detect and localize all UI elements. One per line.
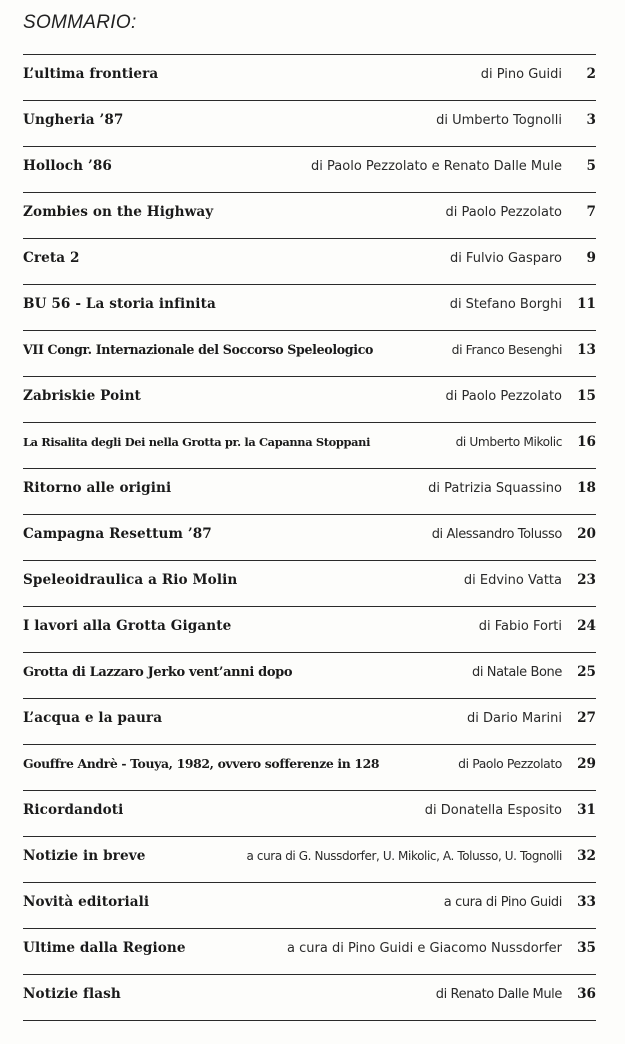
entry-title: BU 56 - La storia infinita [23,296,216,312]
toc-entry [23,526,596,550]
divider [23,514,596,515]
entry-author: di Umberto Tognolli [436,113,562,128]
toc-entry [23,204,596,228]
toc-entry [23,112,596,136]
entry-title: Ultime dalla Regione [23,940,186,956]
entry-page-number: 35 [577,940,596,956]
entry-title: Ritorno alle origini [23,480,172,496]
entry-page-number: 23 [577,572,596,588]
entry-author: di Fabio Forti [478,619,562,634]
entry-title: Holloch ’86 [23,158,112,174]
toc-entry [23,342,596,366]
entry-page-number: 36 [577,986,596,1002]
entry-author: di Stefano Borghi [449,297,562,312]
entry-page-number: 27 [577,710,596,726]
divider [23,146,596,147]
toc-entry [23,802,596,826]
entry-title: Ricordandoti [23,802,124,818]
divider [23,468,596,469]
entry-page-number: 9 [586,250,596,266]
entry-title: Zabriskie Point [23,388,141,404]
divider [23,790,596,791]
entry-author: di Franco Besenghi [451,342,562,357]
toc-entry [23,986,596,1010]
entry-page-number: 3 [586,112,596,128]
entry-title: Notizie in breve [23,848,146,864]
toc-entry [23,894,596,918]
entry-title: Novità editoriali [23,894,150,910]
toc-entry [23,618,596,642]
entry-page-number: 29 [577,756,596,772]
entry-title: Ungheria ’87 [23,112,124,128]
entry-title: Creta 2 [23,250,80,266]
toc-entry [23,940,596,964]
entry-page-number: 18 [577,480,596,496]
entry-author: di Patrizia Squassino [428,481,562,496]
entry-author: di Edvino Vatta [463,573,562,588]
entry-title: Notizie flash [23,986,121,1002]
entry-author: di Natale Bone [471,665,562,680]
entry-author: di Paolo Pezzolato [458,756,562,771]
divider [23,192,596,193]
toc-entry [23,710,596,734]
entry-page-number: 7 [586,204,596,220]
entry-title: I lavori alla Grotta Gigante [23,618,232,634]
entry-page-number: 20 [577,526,596,542]
entry-page-number: 24 [577,618,596,634]
entry-page-number: 33 [577,894,596,910]
entry-title: Zombies on the Highway [23,204,214,220]
divider [23,238,596,239]
entry-page-number: 25 [577,664,596,680]
entry-author: a cura di Pino Guidi [443,895,562,910]
divider [23,560,596,561]
divider [23,974,596,975]
entry-author: di Umberto Mikolic [455,435,562,449]
entry-title: Speleoidraulica a Rio Molin [23,572,238,588]
entry-author: di Paolo Pezzolato e Renato Dalle Mule [311,159,562,174]
entry-author: di Paolo Pezzolato [445,389,562,404]
toc-entry [23,664,596,688]
entry-page-number: 16 [577,434,596,450]
divider [23,1020,596,1021]
entry-author: di Pino Guidi [480,67,562,82]
entry-title: L’acqua e la paura [23,710,163,726]
divider [23,54,596,55]
toc-entry [23,388,596,412]
page-title: SOMMARIO: [23,12,137,33]
entry-page-number: 15 [577,388,596,404]
divider [23,882,596,883]
divider [23,100,596,101]
entry-title: VII Congr. Internazionale del Soccorso Speleologico [23,342,374,357]
divider [23,698,596,699]
toc-entry [23,296,596,320]
toc-entry [23,250,596,274]
toc-entry [23,848,596,872]
toc-entry [23,756,596,780]
toc-entry [23,66,596,90]
toc-entry [23,572,596,596]
toc-entry [23,480,596,504]
entry-author: di Paolo Pezzolato [445,205,562,220]
entry-page-number: 31 [577,802,596,818]
entry-page-number: 13 [577,342,596,358]
entry-page-number: 11 [577,296,596,312]
entry-author: di Dario Marini [466,711,562,726]
entry-title: Campagna Resettum ’87 [23,526,212,542]
divider [23,422,596,423]
entry-title: La Risalita degli Dei nella Grotta pr. la Capanna Stoppani [23,435,371,449]
entry-author: di Donatella Esposito [424,803,562,818]
entry-author: di Alessandro Tolusso [431,527,562,542]
divider [23,928,596,929]
entry-title: L’ultima frontiera [23,66,159,82]
toc-entry [23,158,596,182]
entry-page-number: 32 [577,848,596,864]
entry-page-number: 5 [586,158,596,174]
divider [23,744,596,745]
entry-author: di Fulvio Gasparo [449,251,562,266]
divider [23,652,596,653]
entry-title: Grotta di Lazzaro Jerko vent’anni dopo [23,665,293,680]
entry-page-number: 2 [586,66,596,82]
entry-author: a cura di Pino Guidi e Giacomo Nussdorfer [287,941,562,956]
entry-title: Gouffre Andrè - Touya, 1982, ovvero sofferenze in 128 [23,756,380,771]
entry-author: a cura di G. Nussdorfer, U. Mikolic, A. Tolusso, U. Tognolli [246,849,562,863]
toc-entry [23,434,596,458]
divider [23,606,596,607]
divider [23,330,596,331]
divider [23,836,596,837]
divider [23,376,596,377]
entry-author: di Renato Dalle Mule [435,987,562,1002]
divider [23,284,596,285]
